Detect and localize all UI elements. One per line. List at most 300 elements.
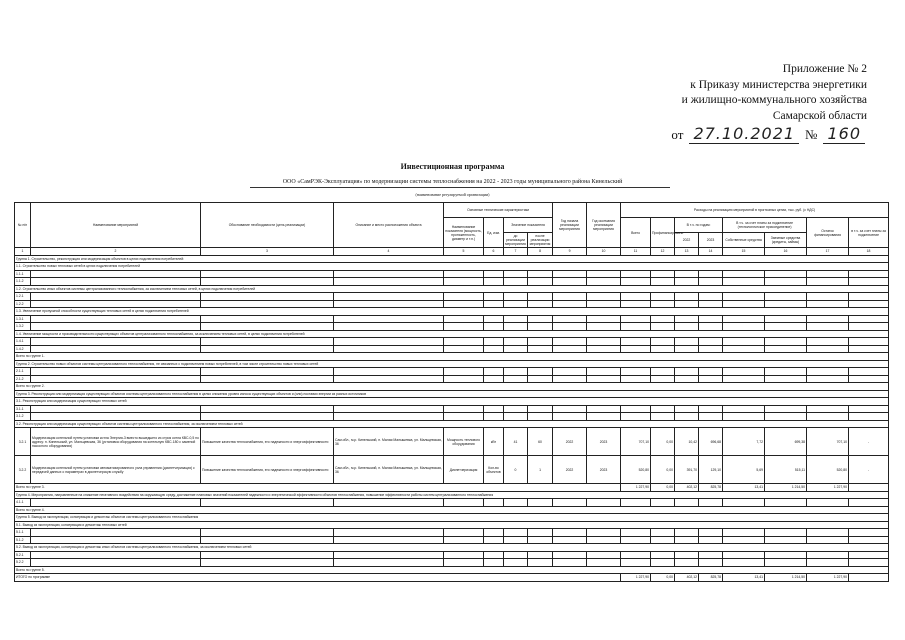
- empty-cell: [807, 293, 849, 301]
- empty-cell: [484, 368, 504, 376]
- cost-total: 1 227,90: [621, 574, 651, 582]
- empty-cell: [484, 300, 504, 308]
- value-after: 60: [528, 428, 553, 456]
- empty-cell: [201, 293, 334, 301]
- empty-cell: [334, 315, 444, 323]
- empty-cell: [504, 293, 528, 301]
- empty-cell: [675, 300, 699, 308]
- empty-cell: [201, 270, 334, 278]
- col-justification: Обоснование необходимости (цель реализации): [201, 203, 334, 248]
- empty-cell: [444, 300, 484, 308]
- cost-total: 520,80: [621, 456, 651, 484]
- empty-cell: [201, 345, 334, 353]
- appendix-title: Приложение № 2: [782, 63, 867, 75]
- empty-cell: [334, 551, 444, 559]
- empty-cell: [723, 529, 765, 537]
- empty-cell: [553, 536, 587, 544]
- col-year-start: Год начала реализации мероприятия: [553, 203, 587, 248]
- row-number: 1.2.2: [15, 300, 31, 308]
- empty-cell: [553, 315, 587, 323]
- empty-cell: [444, 551, 484, 559]
- empty-cell: [528, 368, 553, 376]
- empty-cell: [675, 499, 699, 507]
- empty-cell: [504, 413, 528, 421]
- empty-cell: [504, 559, 528, 567]
- empty-cell: [765, 323, 807, 331]
- table-section-row: [15, 491, 889, 499]
- empty-cell: [444, 338, 484, 346]
- table-row: [15, 551, 889, 559]
- column-number: 18: [849, 248, 889, 256]
- empty-cell: [807, 278, 849, 286]
- characteristic: Мощность теплового оборудования: [444, 428, 484, 456]
- empty-cell: [621, 529, 651, 537]
- table-row: [15, 405, 889, 413]
- empty-cell: [504, 405, 528, 413]
- empty-cell: [621, 551, 651, 559]
- row-number: 1.4.1: [15, 338, 31, 346]
- table-section-row: [15, 353, 889, 361]
- table-row: [15, 536, 889, 544]
- column-number: 7: [504, 248, 528, 256]
- empty-cell: [31, 405, 201, 413]
- justification: Повышение качества теплоснабжения, его надежности и энергоэффективности: [201, 428, 334, 456]
- column-number: 13: [675, 248, 699, 256]
- empty-cell: [807, 323, 849, 331]
- cost-2023: 696,68: [699, 428, 723, 456]
- empty-cell: [528, 345, 553, 353]
- empty-cell: [587, 345, 621, 353]
- empty-cell: [849, 536, 889, 544]
- empty-cell: [807, 300, 849, 308]
- empty-cell: [807, 413, 849, 421]
- empty-cell: [484, 338, 504, 346]
- empty-cell: [484, 345, 504, 353]
- table-row: [15, 315, 889, 323]
- measure-name: Модернизация котельной путем установки котла Энергия-3 вместо вышедшего из строя котла КВС-0,5 по адресу: п. Кинельский, ул. Мальцевская, 36 (установка оборудования на котельную КВС-180 с заменой насосного оборудования): [31, 428, 201, 456]
- empty-cell: [587, 375, 621, 383]
- empty-cell: [699, 338, 723, 346]
- empty-cell: [621, 300, 651, 308]
- empty-cell: [651, 499, 675, 507]
- table-section-row: [15, 566, 889, 574]
- empty-cell: [553, 413, 587, 421]
- table-body: [15, 255, 889, 581]
- empty-cell: [699, 368, 723, 376]
- column-number: 5: [444, 248, 484, 256]
- cost-2022: 10,42: [675, 428, 699, 456]
- empty-cell: [807, 345, 849, 353]
- table-row: [15, 278, 889, 286]
- empty-cell: [553, 368, 587, 376]
- empty-cell: [675, 413, 699, 421]
- empty-cell: [553, 345, 587, 353]
- empty-cell: [528, 300, 553, 308]
- empty-cell: [587, 413, 621, 421]
- empty-cell: [807, 536, 849, 544]
- empty-cell: [334, 499, 444, 507]
- empty-cell: [31, 278, 201, 286]
- cost-prior: 0,00: [651, 574, 675, 582]
- year-end: 2023: [587, 428, 621, 456]
- column-number: 3: [201, 248, 334, 256]
- cost-total: 707,10: [621, 428, 651, 456]
- row-number: 2.1.1: [15, 368, 31, 376]
- empty-cell: [504, 536, 528, 544]
- empty-cell: [334, 300, 444, 308]
- section-label: Группа 5. Вывод из эксплуатации, консервация и демонтаж объектов системы централизованного теплоснабжения: [15, 514, 889, 522]
- table-row: [15, 368, 889, 376]
- empty-cell: [723, 270, 765, 278]
- remaining: 520,80: [807, 456, 849, 484]
- section-label: 1.3. Увеличение пропускной способности существующих тепловых сетей в целях подключения потребителей: [15, 308, 889, 316]
- empty-cell: [621, 278, 651, 286]
- empty-cell: [621, 293, 651, 301]
- empty-cell: [849, 345, 889, 353]
- empty-cell: [504, 270, 528, 278]
- table-section-row: [15, 544, 889, 552]
- table-section-row: [15, 398, 889, 406]
- column-number: 1: [15, 248, 31, 256]
- empty-cell: [849, 499, 889, 507]
- section-label: Всего по группе 1.: [15, 353, 889, 361]
- empty-cell: [651, 413, 675, 421]
- empty-cell: [699, 559, 723, 567]
- column-number: 15: [723, 248, 765, 256]
- col-main-chars: Основные технические характеристики: [444, 203, 553, 218]
- empty-cell: [849, 405, 889, 413]
- empty-cell: [484, 315, 504, 323]
- empty-cell: [807, 315, 849, 323]
- empty-cell: [444, 405, 484, 413]
- empty-cell: [765, 278, 807, 286]
- empty-cell: [201, 278, 334, 286]
- empty-cell: [201, 368, 334, 376]
- empty-cell: [675, 536, 699, 544]
- empty-cell: [553, 300, 587, 308]
- empty-cell: [587, 536, 621, 544]
- from-label: от: [671, 127, 684, 142]
- empty-cell: [723, 559, 765, 567]
- table-section-row: [15, 360, 889, 368]
- empty-cell: [504, 323, 528, 331]
- year-start: 2022: [553, 456, 587, 484]
- empty-cell: [651, 278, 675, 286]
- empty-cell: [699, 536, 723, 544]
- empty-cell: [621, 338, 651, 346]
- empty-cell: [31, 559, 201, 567]
- empty-cell: [849, 413, 889, 421]
- empty-cell: [765, 315, 807, 323]
- empty-cell: [553, 529, 587, 537]
- empty-cell: [528, 529, 553, 537]
- empty-cell: [444, 293, 484, 301]
- empty-cell: [553, 405, 587, 413]
- borrowed-funds: 515,11: [765, 456, 807, 484]
- empty-cell: [201, 551, 334, 559]
- empty-cell: [699, 551, 723, 559]
- table-row: [15, 323, 889, 331]
- row-number: 1.3.1: [15, 315, 31, 323]
- empty-cell: [849, 278, 889, 286]
- empty-cell: [621, 323, 651, 331]
- table-header: [15, 203, 889, 256]
- col-2022: 2022: [675, 233, 699, 248]
- borrowed-funds: 1 214,50: [765, 574, 807, 582]
- empty-cell: [675, 278, 699, 286]
- empty-cell: [484, 293, 504, 301]
- column-number: 10: [587, 248, 621, 256]
- empty-cell: [675, 345, 699, 353]
- empty-cell: [444, 559, 484, 567]
- empty-cell: [651, 300, 675, 308]
- empty-cell: [765, 405, 807, 413]
- empty-cell: [528, 293, 553, 301]
- empty-cell: [31, 270, 201, 278]
- total-label: ИТОГО по программе: [15, 574, 621, 582]
- table-section-row: [15, 308, 889, 316]
- number-label: №: [805, 127, 818, 142]
- empty-cell: [587, 499, 621, 507]
- empty-cell: [484, 278, 504, 286]
- empty-cell: [849, 293, 889, 301]
- empty-cell: [587, 529, 621, 537]
- empty-cell: [504, 375, 528, 383]
- empty-cell: [553, 375, 587, 383]
- empty-cell: [807, 529, 849, 537]
- row-number: 3.1.1: [15, 405, 31, 413]
- section-label: 5.2. Вывод из эксплуатации, консервация и демонтаж иных объектов системы централизованного теплоснабжения, за исключением тепловых сетей: [15, 544, 889, 552]
- empty-cell: [444, 368, 484, 376]
- empty-cell: [334, 536, 444, 544]
- empty-cell: [621, 375, 651, 383]
- empty-cell: [765, 536, 807, 544]
- empty-cell: [651, 559, 675, 567]
- column-number: 9: [553, 248, 587, 256]
- empty-cell: [444, 315, 484, 323]
- empty-cell: [723, 293, 765, 301]
- empty-cell: [587, 293, 621, 301]
- col-before: до реализации мероприятия: [505, 234, 526, 246]
- empty-cell: [849, 375, 889, 383]
- empty-cell: [444, 413, 484, 421]
- empty-cell: [334, 338, 444, 346]
- empty-cell: [31, 368, 201, 376]
- value-after: 1: [528, 456, 553, 484]
- empty-cell: [444, 270, 484, 278]
- empty-cell: [699, 375, 723, 383]
- col-char-name: Наименование показателя (мощность, протяженность, диаметр и т.п.): [444, 218, 484, 248]
- empty-cell: [334, 368, 444, 376]
- empty-cell: [484, 551, 504, 559]
- empty-cell: [651, 405, 675, 413]
- col-no: № п/п: [15, 203, 31, 248]
- col-prior: Профинансировано: [651, 218, 675, 248]
- cost-2022: 391,70: [675, 456, 699, 484]
- empty-cell: [201, 536, 334, 544]
- empty-cell: [765, 413, 807, 421]
- col-own-funds: Собственные средства: [723, 233, 765, 248]
- table-section-row: [15, 506, 889, 514]
- section-label: 1.2. Строительство иных объектов системы централизованного теплоснабжения, за исключением тепловых сетей, в целях подключения потребителей: [15, 285, 889, 293]
- unit: Кол-во объектов: [484, 456, 504, 484]
- table-row: [15, 293, 889, 301]
- empty-cell: [553, 559, 587, 567]
- empty-cell: [504, 551, 528, 559]
- col-unit: Ед. изм.: [484, 218, 504, 248]
- value-before: 0: [504, 456, 528, 484]
- empty-cell: [334, 405, 444, 413]
- empty-cell: [444, 375, 484, 383]
- table-row: [15, 559, 889, 567]
- empty-cell: [765, 368, 807, 376]
- cost-2023: 825,78: [699, 574, 723, 582]
- empty-cell: [528, 405, 553, 413]
- empty-cell: [504, 315, 528, 323]
- empty-cell: [587, 300, 621, 308]
- empty-cell: [528, 315, 553, 323]
- characteristic: Диспетчеризация: [444, 456, 484, 484]
- empty-cell: [807, 551, 849, 559]
- empty-cell: [651, 315, 675, 323]
- empty-cell: [334, 293, 444, 301]
- value-before: 41: [504, 428, 528, 456]
- empty-cell: [528, 413, 553, 421]
- col-values: Значение показателя: [504, 218, 553, 233]
- cost-prior: 0,00: [651, 484, 675, 492]
- row-number: 1.3.2: [15, 323, 31, 331]
- appendix-region-line: Самарской области: [772, 109, 867, 122]
- section-label: Группа 4. Мероприятия, направленные на снижение негативного воздействия на окружающую среду, достижение плановых значений показателей надежности и энергетической эффективности объектов теплоснабжения, повышение эффективности работы систем централизованного теплоснабжения: [15, 491, 889, 499]
- empty-cell: [699, 529, 723, 537]
- empty-cell: [484, 413, 504, 421]
- empty-cell: [334, 270, 444, 278]
- section-label: Группа 3. Реконструкция или модернизация существующих объектов системы централизованного теплоснабжения в целях снижения уровня износа существующих объектов и (или) поставки энергии из разных источников: [15, 390, 889, 398]
- col-name: Наименование мероприятий: [31, 203, 201, 248]
- empty-cell: [699, 405, 723, 413]
- total-label: Всего по группе 3.: [15, 484, 621, 492]
- empty-cell: [699, 270, 723, 278]
- col-2023: 2023: [699, 233, 723, 248]
- empty-cell: [849, 300, 889, 308]
- empty-cell: [849, 270, 889, 278]
- empty-cell: [699, 413, 723, 421]
- col-location: Описание и место расположения объекта: [334, 203, 444, 248]
- handwritten-date: 27.10.2021: [689, 124, 799, 144]
- empty-cell: [31, 529, 201, 537]
- empty-cell: [587, 338, 621, 346]
- empty-cell: [699, 499, 723, 507]
- empty-cell: [765, 559, 807, 567]
- appendix-ministry-line: и жилищно-коммунального хозяйства: [681, 94, 867, 106]
- empty-cell: [444, 345, 484, 353]
- cost-2023: 129,10: [699, 456, 723, 484]
- empty-cell: [675, 338, 699, 346]
- empty-cell: [504, 338, 528, 346]
- row-number: 2.1.2: [15, 375, 31, 383]
- empty-cell: [31, 413, 201, 421]
- empty-cell: [621, 368, 651, 376]
- program-subtitle: ООО «СамРЭК-Эксплуатация» по модернизации системы теплоснабжения на 2022 - 2023 годы муниципального района Кинельский: [282, 179, 623, 185]
- measure-name: Модернизация котельной путем установки автоматизированного узла управления (диспетчеризация) с передачей данных о параметрах в диспетчерскую службу: [31, 456, 201, 484]
- empty-cell: [621, 270, 651, 278]
- empty-cell: [849, 559, 889, 567]
- empty-cell: [444, 499, 484, 507]
- empty-cell: [807, 499, 849, 507]
- section-label: 5.1. Вывод из эксплуатации, консервация и демонтаж тепловых сетей: [15, 521, 889, 529]
- empty-cell: [675, 551, 699, 559]
- empty-cell: [699, 323, 723, 331]
- section-label: 1.4. Увеличение мощности и производительности существующих объектов централизованного теплоснабжения, за исключением тепловых сетей, в целях подключения потребителей: [15, 330, 889, 338]
- empty-cell: [621, 536, 651, 544]
- empty-cell: [675, 559, 699, 567]
- empty-cell: [31, 315, 201, 323]
- empty-cell: [807, 270, 849, 278]
- cost-2022: 402,12: [675, 484, 699, 492]
- empty-cell: [31, 323, 201, 331]
- empty-cell: [528, 559, 553, 567]
- empty-cell: [201, 559, 334, 567]
- empty-cell: [723, 368, 765, 376]
- empty-cell: [723, 300, 765, 308]
- empty-cell: [504, 368, 528, 376]
- empty-cell: [484, 536, 504, 544]
- table-section-row: [15, 420, 889, 428]
- empty-cell: [528, 270, 553, 278]
- table-row: [15, 270, 889, 278]
- column-number: 17: [807, 248, 849, 256]
- empty-cell: [699, 300, 723, 308]
- empty-cell: [334, 559, 444, 567]
- empty-cell: [201, 323, 334, 331]
- empty-cell: [849, 323, 889, 331]
- empty-cell: [587, 278, 621, 286]
- table-row: [15, 499, 889, 507]
- empty-cell: [765, 270, 807, 278]
- own-funds: 5,69: [723, 456, 765, 484]
- empty-cell: [553, 278, 587, 286]
- row-number: 3.2.1: [15, 428, 31, 456]
- own-funds: 13,41: [723, 484, 765, 492]
- empty-cell: [675, 315, 699, 323]
- row-number: 5.1.1: [15, 529, 31, 537]
- empty-cell: [807, 559, 849, 567]
- empty-cell: [484, 559, 504, 567]
- table-section-row: [15, 263, 889, 271]
- empty-cell: [765, 338, 807, 346]
- own-funds: 7,72: [723, 428, 765, 456]
- empty-cell: [723, 323, 765, 331]
- empty-cell: [699, 278, 723, 286]
- section-label: 3.2. Реконструкция или модернизация существующих объектов системы централизованного теплоснабжения, за исключением тепловых сетей: [15, 420, 889, 428]
- row-number: 3.2.2: [15, 456, 31, 484]
- empty-cell: [723, 536, 765, 544]
- cost-prior: 0,00: [651, 428, 675, 456]
- empty-cell: [587, 323, 621, 331]
- empty-cell: [334, 413, 444, 421]
- empty-cell: [675, 323, 699, 331]
- empty-cell: [651, 270, 675, 278]
- table-section-row: [15, 514, 889, 522]
- program-note: (наименование регулируемой организации): [415, 192, 490, 197]
- empty-cell: [621, 345, 651, 353]
- empty-cell: [553, 270, 587, 278]
- empty-cell: [849, 551, 889, 559]
- fee-funded: -: [849, 428, 889, 456]
- table-row: [15, 345, 889, 353]
- cost-prior: 0,00: [651, 456, 675, 484]
- empty-cell: [553, 323, 587, 331]
